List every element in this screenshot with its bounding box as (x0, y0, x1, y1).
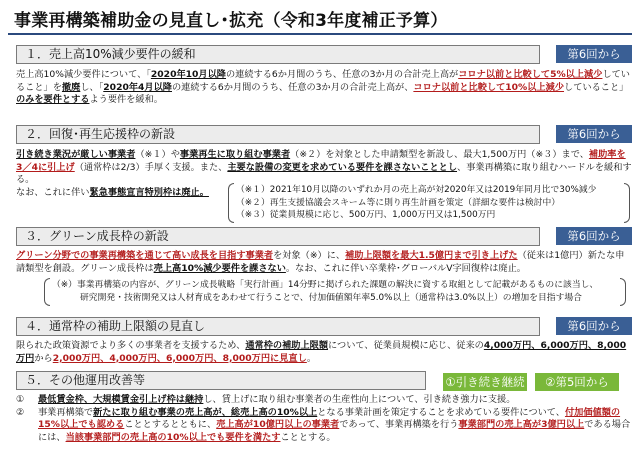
text: 売上高が10億円以上の事業者 (216, 419, 340, 431)
text: コロナ以前と比較して10%以上減少 (413, 81, 565, 93)
text: 主要な設備の変更を求めている要件を課さないこととし (227, 161, 458, 173)
text: 、事業再構築に取り組むハードルを緩和する。 (16, 161, 632, 186)
text: なお、これに伴い (16, 186, 90, 198)
text: を対象（※）に、 (273, 250, 346, 261)
item-marker: ② (16, 406, 25, 418)
note-brace-right (620, 278, 626, 306)
section-4-heading: ４．通常枠の補助上限額の見直し (16, 317, 540, 336)
text: 補助率を3／4に引上げ (16, 149, 626, 173)
text: である場合には、 (38, 419, 631, 443)
section-5-heading: ５．その他運用改善等 (16, 371, 426, 390)
text: 事業再生に取り組む事業者 (179, 149, 291, 160)
text: 売上高10%減少要件について、「 (16, 69, 151, 80)
list-item (16, 394, 632, 407)
note-1: （※）事業再構築の内容が、グリーン成長戦略「実行計画」14分野に掲げられた課題の解決に資する取組として記載があるものに該当し、 (52, 280, 599, 290)
text: し、「 (80, 81, 104, 93)
text: （※１）や (135, 149, 180, 160)
text: 通常枠の補助上限額 (245, 340, 329, 351)
section-5-badge-continue: ①引き続き継続 (443, 373, 527, 391)
text: について、従業員規模に応じ、従来の (328, 340, 484, 351)
section-1-heading: １．売上高10%減少要件の緩和 (16, 45, 540, 64)
section-2-badge: 第6回から (556, 125, 632, 143)
section-3-body (16, 250, 632, 275)
text: 2020年4月以降 (103, 81, 172, 93)
section-3-notes (52, 279, 620, 304)
text: となる事業計画を策定することを求めている要件について、 (317, 406, 565, 418)
text: 補助上限額を最大1.5億円まで引き上げた (345, 250, 518, 261)
note-brace-right (624, 183, 630, 223)
text: よう要件を緩和。 (89, 94, 163, 106)
text: こととする。 (280, 431, 336, 443)
text: グリーン分野での事業再構築を通じて高い成長を目指す事業者 (16, 250, 274, 261)
text: であって、事業再構築を行う (339, 419, 459, 431)
text: 限られた政策資源でより多くの事業者を支援するため、 (16, 340, 246, 351)
list-item (16, 407, 632, 445)
note-2: （※２）再生支援協議会スキーム等に則り再生計画を策定（詳細な要件は検討中） (236, 197, 561, 208)
text: （通常枠は2/3）手厚く支援。また、 (74, 161, 228, 173)
section-1-body (16, 69, 632, 107)
page-title: 事業再構築補助金の見直し･拡充（令和3年度補正予算） (14, 11, 448, 31)
text: 引き続き業況が厳しい事業者 (16, 149, 136, 160)
section-2-notes (236, 184, 624, 222)
text: の連続する6か月間のうち、任意の3か月の合計売上高が (226, 69, 459, 80)
section-5-badge-round5: ②第5回から (535, 373, 619, 391)
text: し、賃上げに取り組む事業者の生産性向上について、引き続き強力に支援。 (203, 394, 516, 405)
section-5-body (16, 394, 632, 444)
text: 最低賃金枠、大規模賃金引上げ枠は継持 (38, 394, 204, 405)
note-1: （※１）2021年10月以降のいずれか月の売上高が対2020年又は2019年同月比で30%減少 (236, 185, 597, 195)
text: 付加価値額の15%以上でも認める (38, 406, 621, 431)
text: 事業再構築で (38, 406, 94, 418)
text: （従来は1億円）新たな申請類型を創設。グリーン成長枠は (16, 250, 625, 274)
section-3-badge: 第6回から (556, 227, 632, 245)
text: 2020年10月以降 (150, 69, 226, 80)
text: 撤廃 (61, 81, 81, 93)
section-4-badge: 第6回から (556, 317, 632, 335)
text: 当該事業部門の売上高の10%以上でも要件を満たす (65, 431, 281, 443)
text: 4,000万円、6,000万円、8,000万円 (16, 340, 627, 364)
text: 2,000万円、4,000万円、6,000万円、8,000万円に見直し (52, 352, 307, 364)
text: 新たに取り組む事業の売上高が、総売上高の10%以上 (93, 406, 318, 418)
text: から (34, 352, 53, 364)
text: していること」を (16, 69, 630, 93)
section-3-heading: ３．グリーン成長枠の新設 (16, 227, 540, 246)
text: の連続する6か月間のうち、任意の3か月の合計売上高が、 (172, 81, 414, 93)
section-1-badge: 第6回から (556, 45, 632, 63)
text: こととするとともに、 (124, 419, 217, 431)
text: コロナ以前と比較して5%以上減少 (458, 69, 603, 80)
section-4-body (16, 340, 632, 365)
title-divider (8, 33, 632, 35)
note-3: （※３）従業員規模に応じ、500万円、1,000万円又は1,500万円 (236, 210, 496, 220)
text: （※２）を対象とした申請類型を新設し、最大1,500万円（※３）まで、 (290, 149, 589, 160)
note-2: 研究開発・技術開発又は人材育成をあわせて行うことで、付加価値額年率5.0%以上（通常枠は3.0%以上）の増加を目指す場合 (80, 292, 582, 303)
text: 緊急事態宣言特別枠は廃止。 (89, 186, 209, 198)
item-marker: ① (16, 394, 25, 405)
text: 。 (306, 352, 316, 364)
text: 売上高10%減少要件を課さない (153, 262, 286, 274)
section-2-heading: ２．回復･再生応援枠の新設 (16, 125, 540, 144)
text: していること」 (564, 81, 629, 93)
note-brace-left (228, 183, 234, 223)
note-brace-left (44, 278, 50, 306)
text: 事業部門の売上高が3億円以上 (458, 419, 585, 431)
text: 。なお、これに伴い卒業枠･グローバルV字回復枠は廃止。 (285, 262, 526, 274)
text: のみを要件とする (16, 94, 90, 106)
